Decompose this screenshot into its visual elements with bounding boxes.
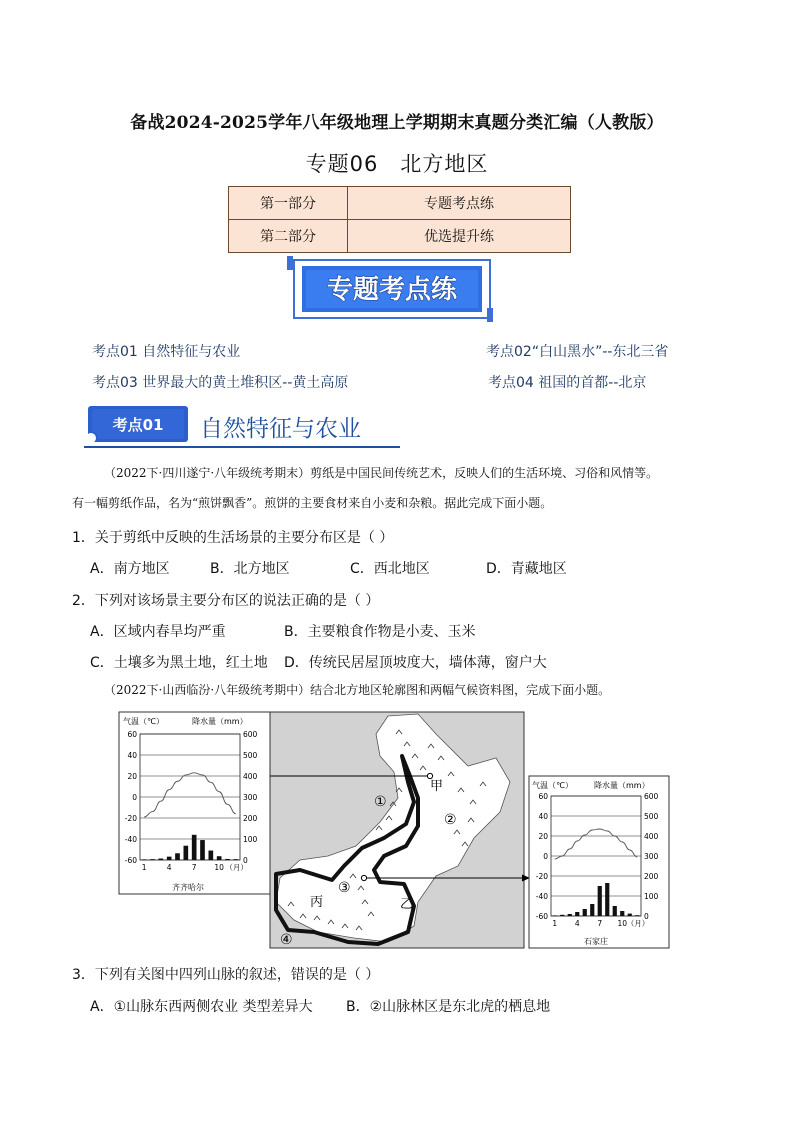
question-intro: （2022下·山西临汾·八年级统考期中）结合北方地区轮廓图和两幅气候资料图，完成下面小题。: [104, 683, 611, 697]
precip-bar: [192, 835, 197, 860]
precip-bar: [142, 859, 147, 860]
precip-bar: [583, 909, 587, 916]
month-tick-label: 1: [552, 919, 558, 928]
table-row: [229, 187, 571, 220]
precip-tick-label: 400: [644, 832, 659, 841]
part-name-cell: 优选提升练: [348, 220, 571, 253]
precip-bar: [217, 856, 222, 860]
kaodian-link[interactable]: 考点04 祖国的首都--北京: [488, 375, 647, 391]
mountain-label-3: ③: [338, 880, 351, 896]
table-row: [229, 220, 571, 253]
precip-bar: [628, 914, 632, 916]
precip-bar: [167, 857, 172, 860]
temp-tick-label: 60: [127, 730, 137, 739]
temp-tick-label: 60: [538, 792, 548, 801]
precip-bar: [200, 840, 205, 860]
option-b[interactable]: B．主要粮食作物是小麦、玉米: [284, 624, 476, 640]
precip-tick-label: 200: [644, 872, 659, 881]
kaodian-link[interactable]: 考点03 世界最大的黄土堆积区--黄土高原: [92, 375, 349, 391]
temp-tick-label: -60: [124, 856, 137, 865]
mountain-label-2: ②: [444, 812, 457, 828]
part-cell: 第一部分: [229, 187, 348, 220]
option-a[interactable]: A．①山脉东西两侧农业 类型差异大: [90, 999, 313, 1015]
mountain-label-4: ④: [280, 932, 293, 948]
city-name: 石家庄: [584, 937, 608, 946]
kaodian-link[interactable]: 考点02“白山黑水”--东北三省: [486, 344, 669, 360]
precip-bar: [184, 846, 189, 860]
temp-tick-label: -20: [124, 814, 137, 823]
temp-tick-label: 40: [127, 751, 137, 760]
precip-bar: [613, 906, 617, 916]
kaodian-link[interactable]: 考点01 自然特征与农业: [92, 344, 241, 360]
question-stem: 1．关于剪纸中反映的生活场景的主要分布区是（ ）: [72, 530, 394, 546]
option-b[interactable]: B．北方地区: [210, 561, 290, 577]
temp-tick-label: -40: [535, 892, 548, 901]
temp-tick-label: 40: [538, 812, 548, 821]
precip-bar: [568, 914, 572, 916]
option-a[interactable]: A．南方地区: [90, 561, 170, 577]
precip-tick-label: 300: [644, 852, 659, 861]
question-intro: 有一幅剪纸作品，名为“煎饼飘香”。煎饼的主要食材来自小麦和杂粮。据此完成下面小题。: [72, 496, 553, 510]
temp-tick-label: 20: [538, 832, 548, 841]
climate-chart-qiqihar: [119, 712, 270, 894]
option-d[interactable]: D．青藏地区: [486, 561, 567, 577]
option-b[interactable]: B．②山脉林区是东北虎的栖息地: [346, 999, 551, 1015]
precip-bar: [159, 859, 164, 860]
precip-tick-label: 0: [243, 856, 248, 865]
section-title: 自然特征与农业: [200, 416, 361, 442]
precip-bar: [175, 853, 180, 860]
map-label-bing: 丙: [310, 895, 324, 910]
section-divider: [84, 446, 400, 448]
section-badge: [88, 406, 188, 442]
map-label-jia: 甲: [430, 779, 444, 794]
precip-axis-label: 降水量（mm）: [192, 717, 248, 726]
month-unit-label: （月）: [626, 919, 650, 928]
option-c[interactable]: C．西北地区: [350, 561, 430, 577]
temp-tick-label: -40: [124, 835, 137, 844]
topic-title: 专题06 北方地区: [305, 152, 489, 176]
precip-bar: [605, 883, 609, 916]
precip-tick-label: 500: [644, 812, 659, 821]
precip-tick-label: 600: [644, 792, 659, 801]
precip-tick-label: 400: [243, 772, 258, 781]
topic-banner: [284, 256, 496, 322]
city-name: 齐齐哈尔: [172, 883, 204, 892]
precip-bar: [620, 911, 624, 916]
precip-bar: [590, 904, 594, 916]
section-badge-text: 考点01: [112, 416, 164, 434]
temp-axis-label: 气温（℃）: [532, 781, 573, 790]
precip-axis-label: 降水量（mm）: [594, 781, 650, 790]
precip-bar: [553, 915, 557, 916]
precip-tick-label: 600: [243, 730, 258, 739]
precip-bar: [234, 859, 239, 860]
question-stem: 3．下列有关图中四列山脉的叙述，错误的是（ ）: [72, 967, 380, 983]
month-tick-label: 7: [597, 919, 603, 928]
question-stem: 2．下列对该场景主要分布区的说法正确的是（ ）: [72, 593, 380, 609]
document-title: 备战2024-2025学年八年级地理上学期期末真题分类汇编（人教版）: [130, 113, 664, 133]
month-tick-label: 7: [191, 863, 197, 872]
month-tick-label: 10: [617, 919, 628, 928]
temp-tick-label: 20: [127, 772, 137, 781]
part-cell: 第二部分: [229, 220, 348, 253]
month-tick-label: 4: [574, 919, 580, 928]
temp-tick-label: -20: [535, 872, 548, 881]
option-a[interactable]: A．区域内春旱均严重: [90, 624, 226, 640]
precip-tick-label: 300: [243, 793, 258, 802]
precip-bar: [635, 915, 639, 916]
month-unit-label: （月）: [225, 863, 248, 872]
option-c[interactable]: C．土壤多为黑土地，红土地: [90, 655, 268, 671]
precip-bar: [209, 851, 214, 860]
precip-bar: [560, 915, 564, 916]
temp-axis-label: 气温（℃）: [123, 717, 164, 726]
banner-text: 专题考点练: [326, 275, 458, 305]
precip-bar: [575, 912, 579, 916]
climate-chart-shijiazhuang: [529, 776, 669, 948]
precip-tick-label: 100: [243, 835, 258, 844]
precip-bar: [150, 859, 155, 860]
option-d[interactable]: D．传统民居屋顶坡度大，墙体薄，窗户大: [284, 655, 547, 671]
month-tick-label: 4: [166, 863, 172, 872]
precip-bar: [225, 859, 230, 860]
map-label-yi: 乙: [400, 897, 414, 912]
mountain-label-1: ①: [374, 794, 387, 810]
parts-table: [228, 186, 571, 253]
temp-tick-label: -60: [535, 912, 548, 921]
month-tick-label: 10: [214, 863, 224, 872]
figure: [118, 706, 678, 952]
temp-tick-label: 0: [132, 793, 137, 802]
temp-tick-label: 0: [543, 852, 548, 861]
question-intro: （2022下·四川遂宁·八年级统考期末）剪纸是中国民间传统艺术，反映人们的生活环境、习俗和风情等。: [104, 466, 659, 480]
precip-tick-label: 100: [644, 892, 659, 901]
part-name-cell: 专题考点练: [348, 187, 571, 220]
precip-tick-label: 200: [243, 814, 258, 823]
precip-tick-label: 0: [644, 912, 649, 921]
month-tick-label: 1: [141, 863, 147, 872]
precip-tick-label: 500: [243, 751, 258, 760]
station-qiqihar: [427, 773, 432, 778]
station-shijiazhuang: [361, 875, 366, 880]
precip-bar: [598, 886, 602, 916]
